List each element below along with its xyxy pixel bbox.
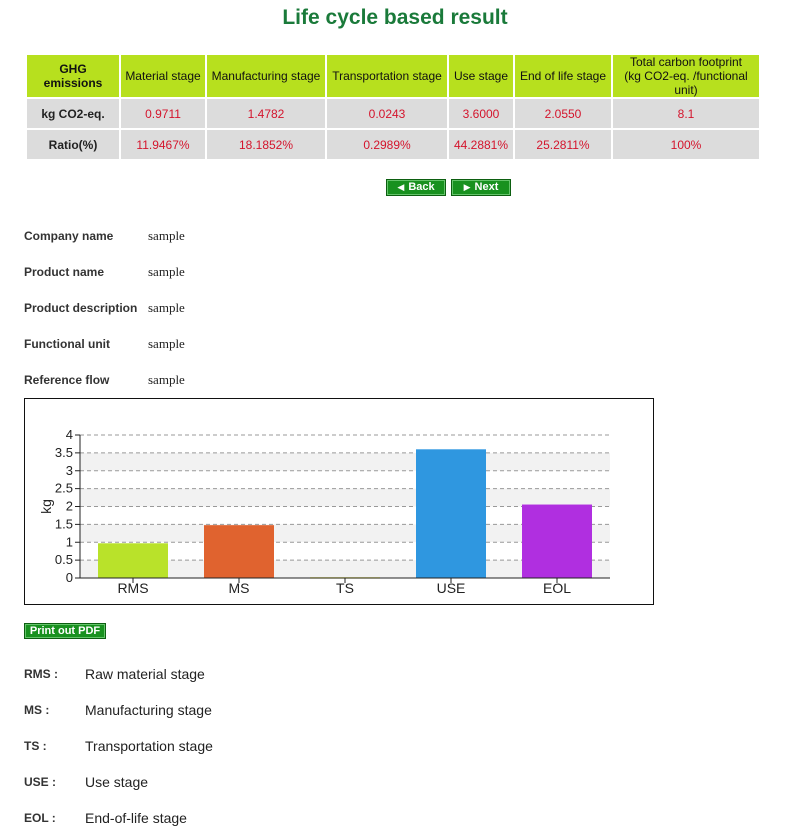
column-header: Material stage xyxy=(121,55,205,97)
product-name-value: sample xyxy=(148,264,185,279)
page-title: Life cycle based result xyxy=(282,6,508,29)
legend-abbr: MS : xyxy=(24,703,50,717)
product-description-label: Product description xyxy=(24,301,138,315)
bar xyxy=(98,543,168,578)
table-cell: 0.9711 xyxy=(121,99,205,128)
table-header-row xyxy=(27,55,759,97)
print-pdf-button[interactable]: Print out PDF xyxy=(24,623,106,639)
row-header: Ratio(%) xyxy=(27,130,119,159)
company-name-label: Company name xyxy=(24,229,114,243)
functional-unit-value: sample xyxy=(148,336,185,351)
legend-description: Use stage xyxy=(85,774,149,790)
column-header: End of life stage xyxy=(515,55,611,97)
table-cell: 2.0550 xyxy=(515,99,611,128)
plot-band xyxy=(80,489,610,507)
legend-abbr: USE : xyxy=(24,775,57,789)
y-tick-label: 4 xyxy=(65,427,73,442)
x-tick-label: EOL xyxy=(542,580,572,596)
table-cell: 11.9467% xyxy=(121,130,205,159)
table-row xyxy=(27,130,759,159)
legend-description: Raw material stage xyxy=(85,666,205,682)
total-header-line2: (kg CO2-eq. /functional unit) xyxy=(624,69,748,97)
legend-abbr: EOL : xyxy=(24,811,56,825)
bar xyxy=(416,449,486,578)
legend-abbr: RMS : xyxy=(24,667,58,681)
column-header: Transportation stage xyxy=(327,55,447,97)
legend-abbr: TS : xyxy=(24,739,47,753)
table-cell: 1.4782 xyxy=(207,99,325,128)
y-tick-label: 3.5 xyxy=(54,444,73,460)
column-header: GHG emissions xyxy=(27,55,119,97)
table-cell: 3.6000 xyxy=(449,99,513,128)
table-row xyxy=(27,99,759,128)
legend-description: Manufacturing stage xyxy=(85,702,212,718)
table-cell: 25.2811% xyxy=(515,130,611,159)
reference-flow-label: Reference flow xyxy=(24,373,110,387)
bar xyxy=(204,525,274,578)
y-tick-label: 0.5 xyxy=(54,552,73,568)
back-button-label: Back xyxy=(408,181,435,193)
y-tick-label: 3 xyxy=(65,462,73,478)
total-header-line1: Total carbon footprint xyxy=(629,55,743,69)
table-cell: 0.2989% xyxy=(327,130,447,159)
table-cell: 18.1852% xyxy=(207,130,325,159)
y-axis-label: kg xyxy=(38,499,54,514)
triangle-right-icon: ▶ xyxy=(463,182,471,192)
x-tick-label: MS xyxy=(228,580,250,596)
plot-band xyxy=(80,471,610,489)
table-cell: 100% xyxy=(613,130,759,159)
legend-description: Transportation stage xyxy=(85,738,213,754)
row-header: kg CO2-eq. xyxy=(27,99,119,128)
column-header: Use stage xyxy=(449,55,513,97)
plot-band xyxy=(80,435,610,453)
triangle-left-icon: ◀ xyxy=(397,182,405,192)
y-tick-label: 1.5 xyxy=(54,516,73,532)
x-tick-label: TS xyxy=(336,580,354,596)
x-tick-label: USE xyxy=(436,580,466,596)
product-name-label: Product name xyxy=(24,265,105,279)
back-button[interactable] xyxy=(386,179,446,196)
table-cell: 44.2881% xyxy=(449,130,513,159)
y-tick-label: 1 xyxy=(65,534,73,550)
product-description-value: sample xyxy=(148,300,185,315)
x-tick-label: RMS xyxy=(117,580,149,596)
functional-unit-label: Functional unit xyxy=(24,337,110,351)
bar xyxy=(522,505,592,578)
chart-container xyxy=(24,398,654,605)
results-table xyxy=(25,53,761,161)
next-button[interactable] xyxy=(451,179,511,196)
next-button-label: Next xyxy=(474,181,499,193)
y-tick-label: 2 xyxy=(65,498,73,514)
column-header: Manufacturing stage xyxy=(207,55,325,97)
legend-description: End-of-life stage xyxy=(85,810,187,826)
bar-chart xyxy=(25,399,653,604)
y-tick-label: 0 xyxy=(65,570,73,585)
company-name-value: sample xyxy=(148,228,185,243)
reference-flow-value: sample xyxy=(148,372,185,387)
table-cell: 8.1 xyxy=(613,99,759,128)
column-header-total xyxy=(613,55,759,97)
y-tick-label: 2.5 xyxy=(54,480,73,496)
plot-band xyxy=(80,453,610,471)
table-cell: 0.0243 xyxy=(327,99,447,128)
